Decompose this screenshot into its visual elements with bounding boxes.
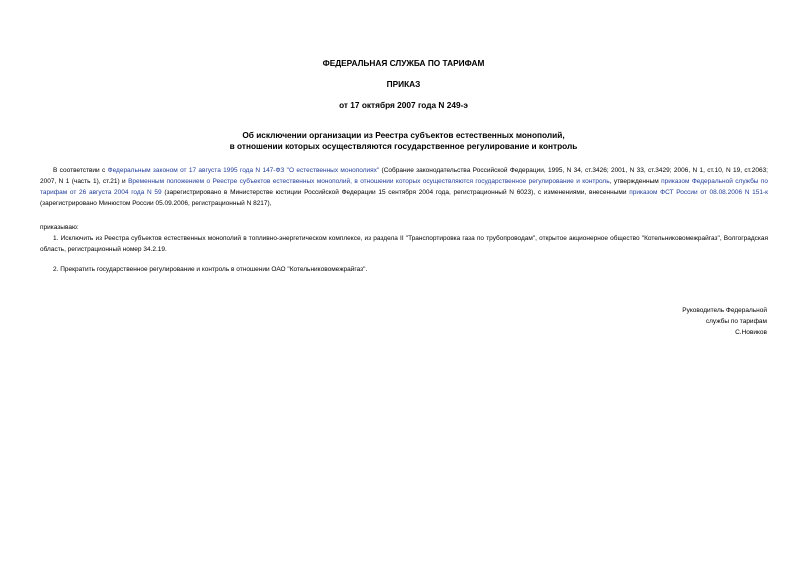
title-line-1: Об исключении организации из Реестра субъектов естественных монополий, [242,130,565,140]
preamble-text-4: (зарегистрировано в Министерстве юстиции Российской Федерации 15 сентября 2004 года, регистрационный N 6023), с изменениями, внесенными [161,189,630,196]
regulation-link[interactable]: Временным положением о Реестре субъектов естественных монополий, в отношении которых осуществляются государственное регулирование и контроль [128,178,610,185]
law-link[interactable]: Федеральным законом от 17 августа 1995 года N 147-ФЗ "О естественных монополиях" [107,167,380,174]
order-2006-link[interactable]: приказом ФСТ России от 08.08.2006 N 151-к [629,189,769,196]
order-item-1: 1. Исключить из Реестра субъектов естественных монополий в топливно-энергетическом комплексе, из раздела II "Транспортировка газа по трубопроводам", открытое акционерное общество "Котельниковомежрайгаз", Волгоградская область, регистрационный номер 34.2.19. [40,235,768,253]
title-line-2: в отношении которых осуществляются государственное регулирование и контроль [229,141,578,151]
order-item-2: 2. Прекратить государственное регулирование и контроль в отношении ОАО "Котельниковомежрайгаз". [53,266,368,273]
preamble-text-3: , утвержденным [609,178,662,185]
signature-position-line-1: Руководитель Федеральной [682,307,767,314]
document-type: ПРИКАЗ [386,79,421,89]
agency-name: ФЕДЕРАЛЬНАЯ СЛУЖБА ПО ТАРИФАМ [322,58,485,68]
order-2004-link[interactable]: приказом Федеральной службы по тарифам от 26 августа 2004 года N 59 [40,178,769,196]
preamble-text-2: (Собрание законодательства Российской Федерации, 1995, N 34, ст.3426; 2001, N 33, ст.3429; 2006, N 1, ст.10, N 19, ст.2063; 2007, N 1 (часть 1), ст.21) и [40,167,768,185]
signature-block [682,305,767,338]
signature-position-line-2: службы по тарифам [705,318,767,325]
document-date-number: от 17 октября 2007 года N 249-э [339,100,468,110]
preamble-text-5: (зарегистрировано Минюстом России 05.09.2006, регистрационный N 8217), [40,200,272,207]
preamble-text-1: В соответствии с [53,167,108,174]
ordered-word: приказываю: [40,224,79,231]
document-title [0,130,807,152]
preamble-paragraph [40,165,768,209]
signatory-name: С.Новиков [735,329,767,336]
